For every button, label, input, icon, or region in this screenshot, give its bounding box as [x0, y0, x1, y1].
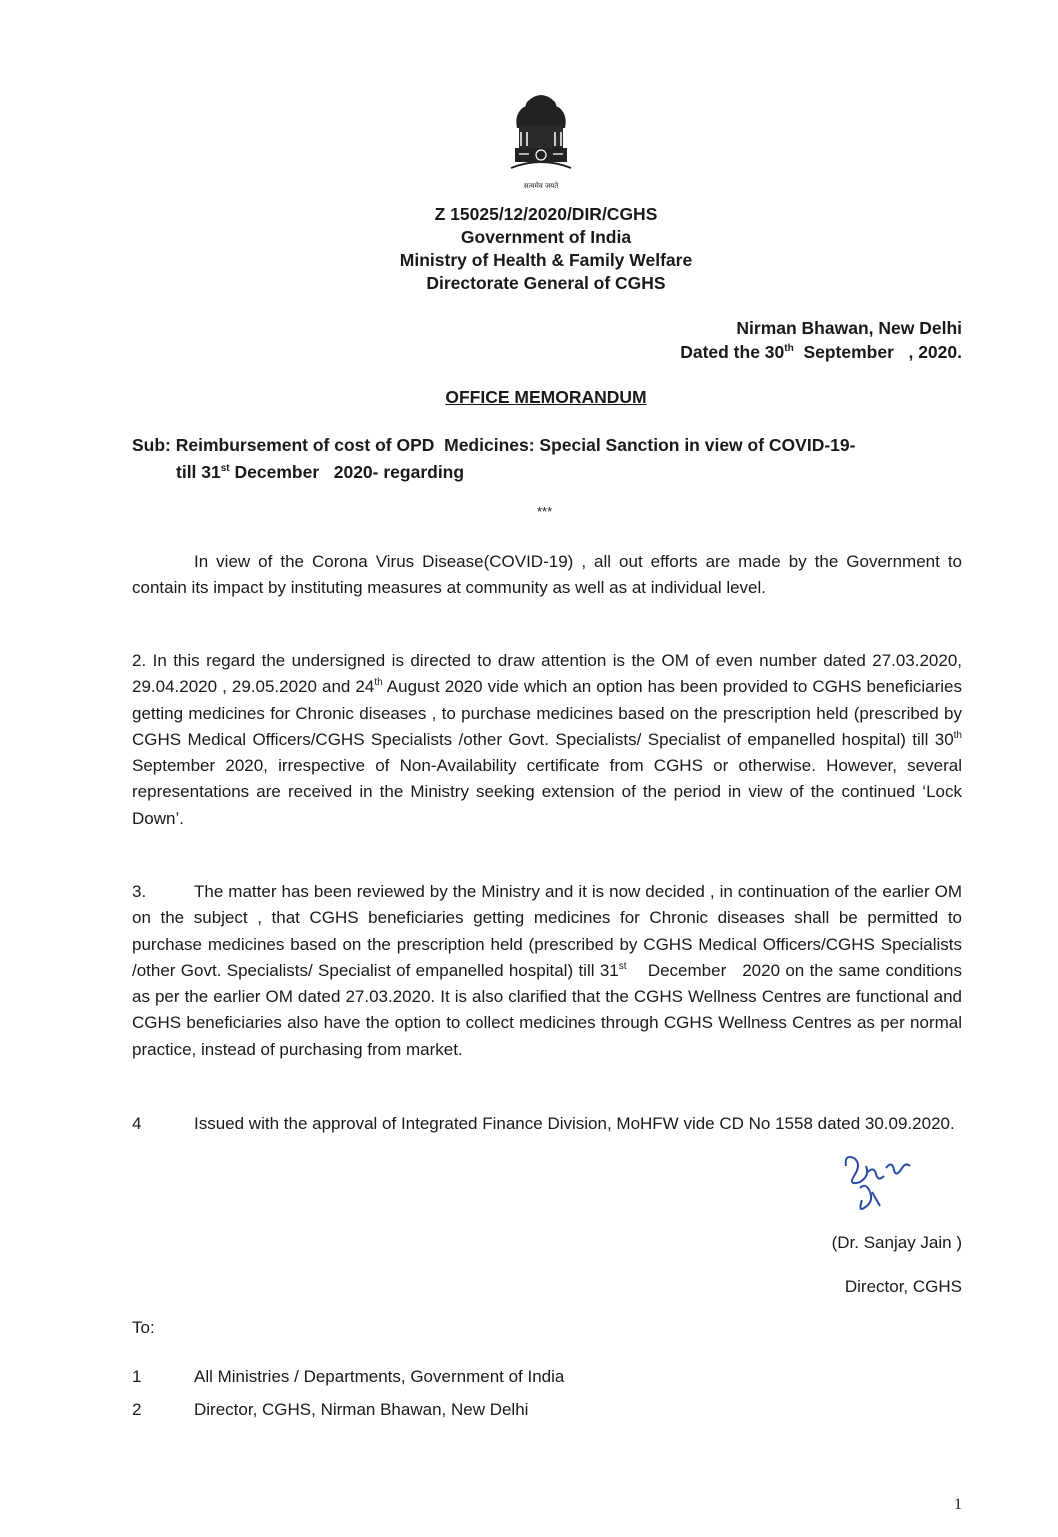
signer-designation: Director, CGHS — [844, 1277, 962, 1296]
signer-name: (Dr. Sanjay Jain ) — [831, 1233, 962, 1252]
file-number: Z 15025/12/2020/DIR/CGHS — [434, 204, 658, 224]
subject — [132, 432, 967, 486]
page-number: 1 — [954, 1496, 962, 1513]
place-line: Nirman Bhawan, New Delhi — [736, 318, 962, 338]
state-emblem-icon — [505, 88, 577, 200]
paragraph-3: 3. The matter has been reviewed by the Ministry and it is now decided , in continuation of the earlier OM on the subject , that CGHS beneficiaries getting medicines for Chronic diseases shall be permitted to purchase medicines based on the prescription held (prescribed by CGHS Medical Officers/CGHS Specialists /other Govt. Specialists/ Specialist of empanelled hospital) till 31st December 2020 on the same conditions as per the earlier OM dated 27.03.2020. It is also clarified that the CGHS Wellness Centres are functional and CGHS beneficiaries also have the option to collect medicines through CGHS Wellness Centres as per normal practice, instead of purchasing from market. — [132, 882, 967, 1059]
header-ministry: Ministry of Health & Family Welfare — [399, 250, 693, 270]
paragraph-1: In view of the Corona Virus Disease(COVID-19) , all out efforts are made by the Government to contain its impact by instituting measures at community as well as at individual level. — [132, 552, 962, 598]
list-item: 2 Director, CGHS, Nirman Bhawan, New Delhi — [132, 1400, 529, 1419]
subject-line-1: Sub: Reimbursement of cost of OPD Medicines: Special Sanction in view of COVID-19- — [132, 435, 856, 455]
list-item: 1 All Ministries / Departments, Government of India — [132, 1367, 565, 1386]
handwritten-signature — [840, 1152, 920, 1232]
distribution-label: To: — [132, 1318, 155, 1337]
paragraph-2: 2. In this regard the undersigned is directed to draw attention is the OM of even number dated 27.03.2020, 29.04.2020 , 29.05.2020 and 24th August 2020 vide which an option has been provided to CGHS beneficiaries getting medicines for Chronic diseases , to purchase medicines based on the prescription held (prescribed by CGHS Medical Officers/CGHS Specialists /other Govt. Specialists/ Specialist of empanelled hospital) till 30th September 2020, irrespective of Non-Availability certificate from CGHS or otherwise. However, several representations are received in the Ministry seeking extension of the period in view of the continued ‘Lock Down’. — [132, 651, 962, 828]
paragraph-4: 4 Issued with the approval of Integrated Finance Division, MoHFW vide CD No 1558 dated 30.09.2020. — [132, 1114, 955, 1133]
date-line: Dated the 30th September , 2020. — [680, 342, 962, 362]
emblem-motto: सत्यमेव जयते — [523, 182, 559, 190]
header-government: Government of India — [460, 227, 632, 247]
subject-line-2: till 31st December 2020- regarding — [176, 462, 465, 482]
header-directorate: Directorate General of CGHS — [426, 273, 666, 293]
separator: *** — [537, 504, 553, 519]
memo-title: OFFICE MEMORANDUM — [445, 387, 647, 407]
